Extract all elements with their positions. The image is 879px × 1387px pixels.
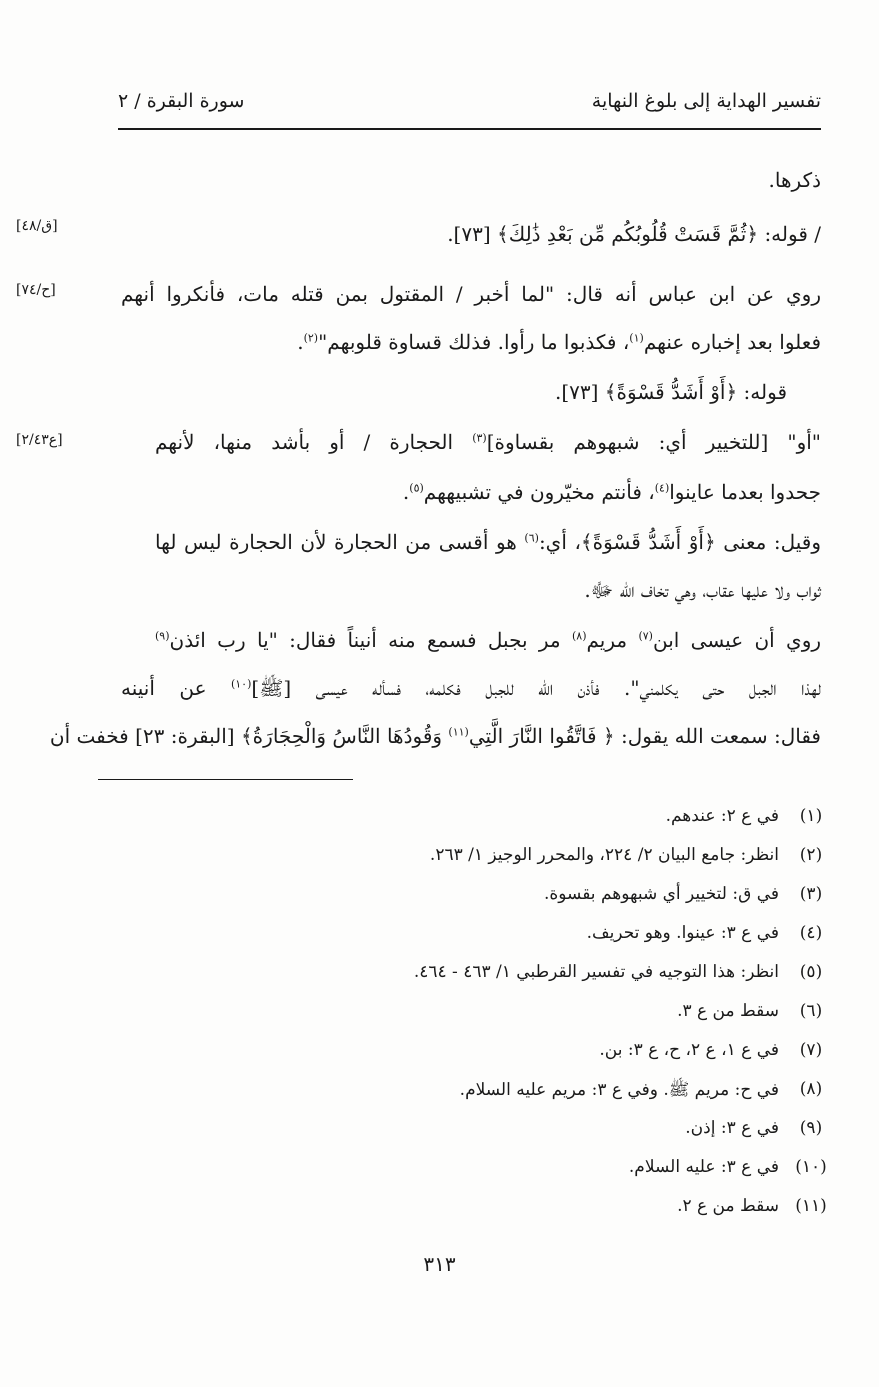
verse-quote: / قوله: ﴿ثُمَّ قَسَتْ قُلُوبُكُم مِّن بَعْدِ ذَٰلِكَ﴾ [٧٣]. bbox=[447, 222, 821, 246]
footnote-marker-5: (٥) bbox=[409, 481, 424, 495]
text-line-12: فقال: سمعت الله يقول: ﴿ فَاتَّقُوا النَّارَ الَّتِي$^{(١١)}$ وَقُودُهَا النَّاسُ وَالْحِجَارَةُ﴾ [البقرة: ٢٣] فخفت أن bbox=[49, 724, 821, 748]
text-line-7: جحدوا بعدما عاينوا$^{(٤)}$، فأنتم مخيّرون في تشبيههم$^{(٥)}$. bbox=[402, 480, 821, 504]
running-surah: سورة البقرة / ٢ bbox=[118, 90, 245, 112]
footnote-marker-3: (٣) bbox=[472, 431, 487, 445]
text-line-3: روي عن ابن عباس أنه قال: "لما أخبر / المقتول بمن قتله مات، فأنكروا أنهم bbox=[121, 282, 821, 306]
footnote-marker-11: (١١) bbox=[448, 725, 469, 739]
footnote-rule bbox=[98, 779, 353, 780]
text-line-1: ذكرها. bbox=[768, 168, 821, 192]
text-line-4: فعلوا بعد إخباره عنهم$^{(١)}$، فكذبوا ما رأوا. فذلك قساوة قلوبهم"$^{(٢)}$. bbox=[297, 330, 821, 354]
margin-ref-h74: [ح/٧٤] bbox=[16, 282, 56, 298]
text-line-11: لهذا الجبل حتى يكلمني". فأذن الله للجبل فكلمه، فسأله عيسى [ﷺ]$^{(١٠)}$ عن أنينه bbox=[121, 676, 821, 700]
header-rule bbox=[118, 128, 821, 130]
text-line-9: ثواب ولا عليها عقاب، وهي تخاف الله ﷻ. bbox=[584, 578, 821, 602]
text-line-8: وقيل: معنى ﴿أَوْ أَشَدُّ قَسْوَةً﴾، أي:$^{(٦)}$ هو أقسى من الحجارة لأن الحجارة ليس لها bbox=[155, 530, 821, 554]
footnote-marker-7: (٧) bbox=[638, 629, 653, 643]
footnote-marker-9: (٩) bbox=[155, 629, 170, 643]
margin-ref-q48: [ق/٤٨] bbox=[16, 218, 58, 234]
footnote-marker-8: (٨) bbox=[571, 629, 587, 643]
footnote-marker-1: (١) bbox=[629, 331, 644, 345]
text-line-10: روي أن عيسى ابن$^{(٧)}$ مريم$^{(٨)}$ مر بجبل فسمع منه أنيناً فقال: "يا رب ائذن$^{(٩)}$ bbox=[155, 628, 822, 652]
text-line-2 bbox=[121, 222, 821, 246]
footnote-marker-4: (٤) bbox=[654, 481, 670, 495]
footnote-marker-2: (٢) bbox=[303, 331, 319, 345]
footnote-marker-10: (١٠) bbox=[230, 677, 252, 691]
page-number: ٣١٣ bbox=[423, 1252, 456, 1276]
footnote-marker-6: (٦) bbox=[524, 531, 539, 545]
text-line-6: "أو" [للتخيير أي: شبهوهم بقساوة]$^{(٣)}$ الحجارة / أو بأشد منها، لأنهم bbox=[155, 430, 821, 454]
margin-ref-a2-43: [ع٢/٤٣] bbox=[16, 432, 63, 448]
text-line-5: قوله: ﴿أَوْ أَشَدُّ قَسْوَةً﴾ [٧٣]. bbox=[554, 380, 787, 404]
running-title: تفسير الهداية إلى بلوغ النهاية bbox=[591, 90, 821, 112]
